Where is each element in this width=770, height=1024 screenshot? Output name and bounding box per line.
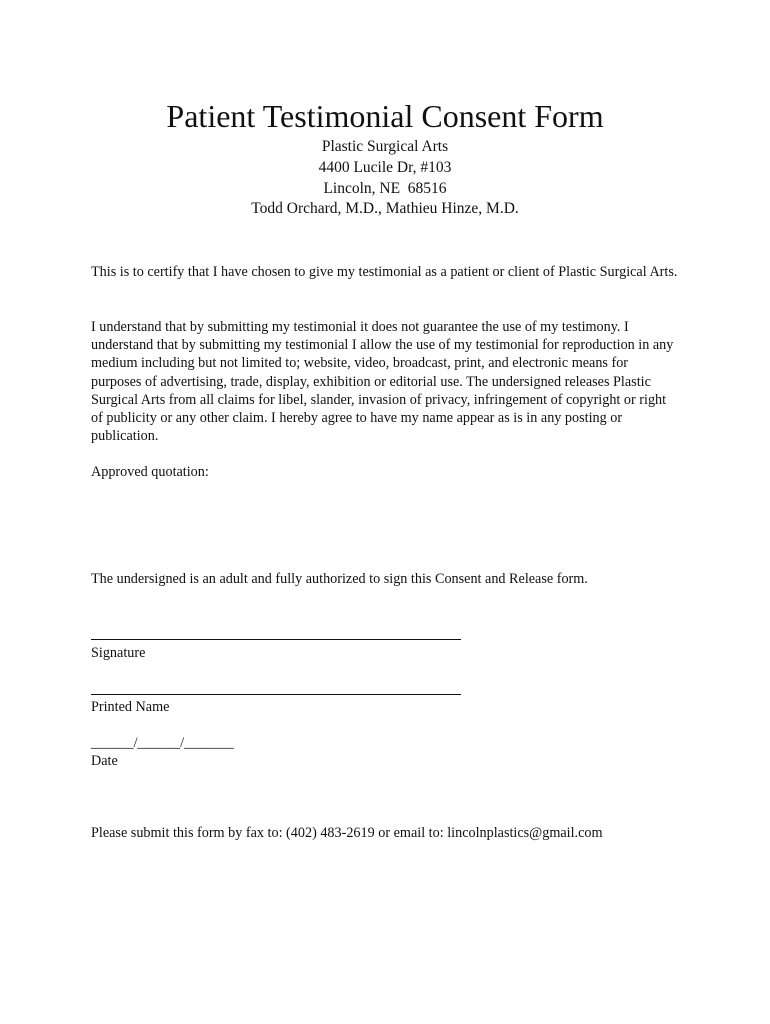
understand-paragraph: I understand that by submitting my testimonial it does not guarantee the use of my testimony. I understand that by submitting my testimonial I allow the use of my testimonial for reproduction in any medium including but not limited to; website, video, broadcast, print, and electronic means for purposes of advertising, trade, display, exhibition or editorial use. The undersigned releases Plastic Surgical Arts from all claims for libel, slander, invasion of privacy, infringement of copyright or right of publicity or any other claim. I hereby agree to have my name appear as is in any posting or publication. xyxy=(91,319,674,445)
printed-name-line[interactable] xyxy=(91,694,461,695)
certify-paragraph: This is to certify that I have chosen to give my testimonial as a patient or client of Plastic Surgical Arts. xyxy=(91,264,678,280)
practice-name: Plastic Surgical Arts xyxy=(321,138,449,155)
signature-line[interactable] xyxy=(91,639,461,640)
address-line-2: Lincoln, NE 68516 xyxy=(323,179,447,197)
submission-instructions: Please submit this form by fax to: (402) 483-2619 or email to: lincolnplastics@gmail.com xyxy=(91,825,603,841)
doctors-line: Todd Orchard, M.D., Mathieu Hinze, M.D. xyxy=(251,200,519,218)
form-title: Patient Testimonial Consent Form xyxy=(166,98,604,134)
date-label: Date xyxy=(91,753,118,769)
approved-quotation-label: Approved quotation: xyxy=(91,464,209,480)
printed-name-label: Printed Name xyxy=(91,699,170,715)
signature-label: Signature xyxy=(91,645,146,661)
practice-header xyxy=(0,137,770,220)
address-line-1: 4400 Lucile Dr, #103 xyxy=(318,158,452,176)
date-field[interactable]: ______/______/_______ xyxy=(91,735,234,751)
undersigned-statement: The undersigned is an adult and fully authorized to sign this Consent and Release form. xyxy=(91,571,588,587)
